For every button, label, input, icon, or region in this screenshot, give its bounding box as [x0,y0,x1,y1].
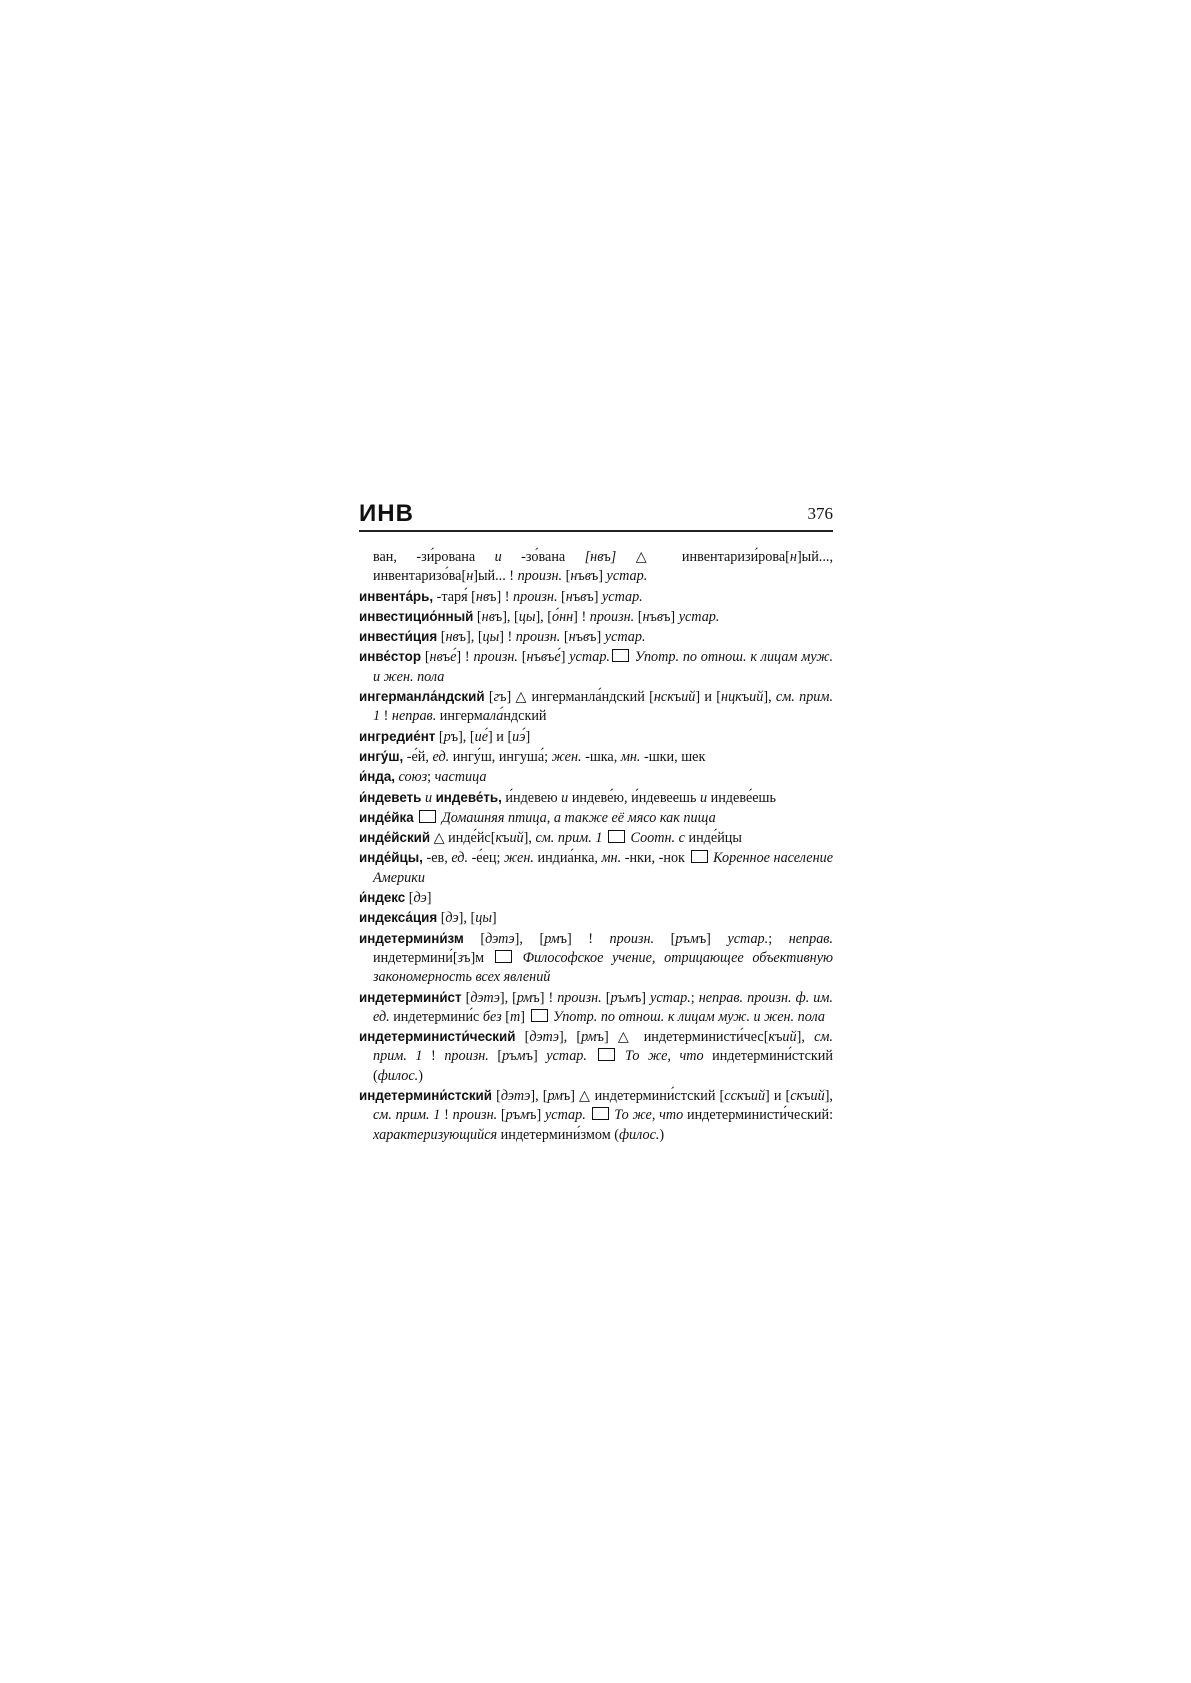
italic-text: рм [581,1029,597,1046]
entry-text: индетермини́змом ( [497,1126,619,1143]
italic-text: в [582,629,590,646]
italic-text: ] [610,549,617,565]
headword: ингу́ш, [359,748,404,764]
italic-text: ий [749,689,764,706]
entry-text: ] △ индетермини́стский [ [570,1088,725,1105]
italic-text: То же, что [614,1107,684,1124]
italic-text: з [457,949,464,966]
entry-text: ъ [775,1029,783,1046]
italic-text: ск [790,1088,804,1105]
italic-text: ие́ [474,728,489,745]
italic-text: в [540,649,548,666]
italic-text: ед. [432,748,450,765]
entry-text: -шки, шек [640,748,706,765]
entry-text: ] [670,608,679,625]
entry-text: [ [484,689,494,706]
entry-text: ъ [698,930,707,947]
dictionary-page [359,500,834,1143]
italic-text: нск [653,689,674,706]
italic-text: союз [398,769,428,786]
dictionary-entry [359,1086,833,1145]
entry-text: ] [560,649,570,666]
italic-text: н [642,608,650,625]
entry-text: ъ [562,1088,571,1105]
italic-text: е́ [450,649,457,666]
italic-text: частица [434,769,487,786]
entry-text: [ [473,608,482,625]
entry-text: ] ! [456,649,474,666]
entry-text: [ [557,588,566,605]
entry-text: [ [435,728,444,745]
italic-text: Философское учение, отрицающее объективную закономерность всех явлений [373,949,834,986]
dictionary-entry [359,929,833,988]
italic-text: в [584,568,591,585]
headword: инвестицио́нный [359,608,474,624]
italic-text: и [561,789,569,806]
italic-text: жен. [504,850,534,867]
italic-text: к [495,830,503,847]
italic-text: ий [782,1029,797,1046]
entry-text: ] [426,890,432,907]
italic-text: и [494,549,502,565]
dictionary-entry [359,988,833,1028]
entry-text [587,1048,596,1064]
italic-text: дэтэ [500,1088,531,1105]
entry-text: [ [497,1107,506,1124]
entry-text: [ [461,989,471,1006]
entry-text: ] ! [566,930,610,947]
entry-text: [ [463,930,486,947]
entry-text: ] и [ [488,728,513,745]
entry-text: ], [ [530,1088,548,1105]
entry-text: [ [601,989,611,1006]
headword: инде́йцы, [359,850,423,866]
italic-text: без [482,1008,502,1025]
italic-text: дэ [445,910,459,927]
entry-text: [ [501,1008,510,1025]
headword: инде́йка [359,809,414,825]
italic-text: произн. [609,930,655,947]
italic-text: сск [724,1088,744,1105]
italic-text: ий [750,1088,766,1105]
dictionary-entry [359,828,833,848]
italic-text: произн. [444,1048,489,1065]
entry-text: △ инде́йс[ [430,830,496,847]
entry-text: [ [515,1029,530,1046]
italic-text: м [520,1107,530,1124]
italic-text: характеризующийся [373,1126,498,1143]
entry-text: ] [598,568,607,585]
entry-text: ъ [649,608,657,625]
entry-text: ндский [503,708,547,725]
italic-text: устар. [678,608,720,625]
entry-text: ]ый..., инвентаризо́ва[ [373,549,833,585]
entry-text: ингу́ш, ингуша́; [449,748,552,765]
italic-text: Коренное население Америки [373,850,834,886]
entry-text: ъ [803,1088,811,1105]
italic-text: неправ. [391,708,437,725]
dictionary-entry [359,1027,833,1086]
italic-text: рм [516,989,533,1006]
entry-text: [ [488,1048,503,1065]
italic-text: е́ [554,649,561,666]
entry-text: индетермини́стский ( [373,1048,833,1084]
italic-text: устар. [569,649,610,666]
italic-text: произн. [557,989,602,1006]
headword: инвента́рь, [359,588,434,604]
entry-text: ], [ [499,989,517,1006]
italic-text: н [789,549,797,565]
definition-box-icon [612,649,629,662]
entry-text: индиа́нка, [533,850,602,867]
definition-box-icon [495,950,512,963]
italic-text: неправ. [788,930,834,947]
page-header [359,500,833,528]
headword: индеве́ть, [435,789,502,805]
entry-text: индеве́ю, и́ндевеешь [568,789,700,806]
headword: и́ндеветь [359,789,422,805]
italic-text: см. прим. 1 [373,689,834,725]
italic-text: н [466,568,474,585]
italic-text: Соотн. с [630,830,685,847]
italic-text: филос. [618,1126,660,1143]
headword: индетерминисти́ческий [359,1029,516,1045]
dictionary-entry [359,848,833,888]
entry-text: ъ [673,689,682,706]
italic-text: устар. [601,588,643,605]
entry-text: ъ [512,1107,521,1124]
entry-text: ъ [682,930,690,947]
entry-text: -е́ец; [468,850,505,867]
entry-text: ; [768,930,789,947]
entry-text: ! [422,1048,445,1065]
entry-text: ] △ ингерманла́ндский [ [506,689,654,706]
entry-text: ] и [ [695,689,722,706]
headword: индекса́ция [359,910,438,926]
definition-box-icon [691,850,708,863]
entry-text: ъ [741,689,750,706]
italic-text: Домашняя птица, а также её мясо как пища [441,809,716,826]
entry-text: ъ [547,649,555,666]
entry-text: ], [796,1029,815,1046]
entry-text: ], [ [535,608,552,625]
entry-text: [ [405,890,414,907]
entry-text: ] [706,930,728,947]
italic-text: Употр. по отнош. к лицам муж. и жен. пола [373,649,834,685]
entry-text: ) [659,1126,665,1143]
italic-text: н [568,629,576,646]
italic-text: о́нн [552,608,574,625]
entry-text: ], [ [502,608,519,625]
entry-text: ] [593,588,602,605]
dictionary-entry [359,627,833,647]
italic-text: устар. [545,1107,586,1124]
italic-text: нв [445,629,459,646]
entry-text: ] △ индетерминисти́чес[ [603,1029,769,1046]
entry-text: [ [492,1088,501,1105]
entry-text: ] ! [496,588,513,605]
entry-text: ] ! [539,989,558,1006]
entry-text: ъ [463,949,471,966]
entry-text: ъ [532,989,540,1006]
entry-text: ъ [442,649,451,666]
entry-text: ъ [572,588,581,605]
entry-text: ] [532,1048,547,1065]
entry-text [414,810,418,826]
entry-text: [ [634,608,643,625]
definition-box-icon [598,1048,615,1061]
entry-text: ], [763,689,776,706]
page-number: 376 [807,504,833,523]
italic-text: нв [481,608,495,625]
entry-text: ]ый... ! [473,568,518,585]
entry-text: [ [560,629,569,646]
entry-text: -ев, [422,850,452,867]
entry-text: ; [427,769,435,786]
definition-box-icon [592,1107,609,1120]
entry-text [586,1107,590,1123]
italic-text: ий [810,1088,825,1105]
italic-text: см. прим. 1 [535,830,603,847]
italic-text: дэтэ [529,1029,559,1046]
entry-text: -шка, [581,748,621,765]
entry-text: ъ [450,728,459,745]
headword: ингерманла́ндский [359,689,485,705]
italic-text: ед. [451,850,468,867]
entry-text: ! [380,708,392,725]
entry-text: ] [596,629,605,646]
italic-text: произн. [517,568,563,585]
italic-text: нцк [721,689,742,706]
entry-text: ] [536,1107,545,1124]
dictionary-entry [359,607,833,627]
entry-text: ъ [603,549,611,565]
entry-text: ъ [577,568,585,585]
italic-text: цы [518,608,536,625]
entry-continuation [359,548,833,587]
italic-text: устар. [546,1048,587,1065]
entry-text: ], [ [466,629,483,646]
italic-text: филос. [377,1067,419,1084]
entry-text: ] [520,1008,529,1025]
italic-text: м [689,930,699,947]
headword: индетермини́стский [359,1088,492,1104]
headword: и́ндекс [359,890,406,906]
italic-text: неправ. произн. ф. им. ед. [373,989,833,1025]
entry-text: ) [418,1067,423,1084]
entry-text: ] ! [499,629,516,646]
entry-text: ъ [525,1048,533,1065]
italic-text: жен. [551,748,582,765]
italic-text: произн. [513,588,558,605]
italic-text: произн. [589,608,635,625]
italic-text: рм [547,1088,563,1105]
entry-text: ] [525,728,531,745]
italic-text: в [656,608,664,625]
entry-text: [ [437,629,446,646]
dictionary-entry [359,808,833,828]
definition-box-icon [419,810,436,823]
entry-text: ] и [ [765,1088,791,1105]
entry-text: ], [523,830,536,847]
italic-text: р [610,989,618,1006]
italic-text: мн. [620,748,641,765]
entry-text: ъ [529,1107,537,1124]
italic-text: в [580,588,587,605]
entry-text: индетерминисти́ческий: [683,1107,834,1124]
entry-text: ] ! [573,608,590,625]
entry-text: ], [ [514,930,545,947]
headword: инве́стор [359,649,422,665]
italic-text: устар. [606,568,648,585]
italic-text: дэтэ [485,930,515,947]
entry-text: ъ [502,830,510,847]
italic-text: р [443,728,451,745]
entry-text [602,830,606,846]
italic-text: устар. [727,930,769,947]
italic-text: р [675,930,683,947]
italic-text: ий [681,689,696,706]
italic-text: цы [475,910,492,927]
entry-text: ъ [617,989,625,1006]
entry-text: ] [641,989,651,1006]
entry-text: ъ [663,608,671,625]
dictionary-entry [359,687,833,727]
entry-text: и́ндевею [501,789,562,806]
running-head: ИНВ [359,500,414,527]
headword: ингредие́нт [359,728,436,744]
dictionary-entry [359,747,833,767]
dictionary-entry [359,727,833,747]
entry-text: [ [562,568,571,585]
headword: инвести́ция [359,629,438,645]
headword: и́нда, [359,769,395,785]
entry-text: ъ [590,568,599,585]
italic-text: и [699,789,708,806]
headword: индетермини́ст [359,989,462,1005]
italic-text: произн. [452,1107,498,1124]
italic-text: см. прим. 1 [373,1107,441,1124]
entry-text: ]м [470,949,493,966]
entry-text: ], [824,1088,833,1105]
dictionary-entry [359,788,833,808]
dictionary-entry [359,888,833,908]
entry-text: инде́йцы [684,830,742,847]
entry-text: -таря́ [ [433,588,476,605]
italic-text: р [505,1107,513,1124]
dictionary-entry [359,767,833,787]
italic-text: ий [509,830,524,847]
definition-box-icon [608,830,625,843]
italic-text: м [624,989,634,1006]
italic-text: м [516,1048,526,1065]
headword: инде́йский [359,830,431,846]
italic-text: иэ́ [512,728,526,745]
italic-text: н [565,588,573,605]
entry-text: ], [ [558,1029,582,1046]
entry-text: [ [421,649,430,666]
entry-text: ван, -зи́рована [373,549,495,565]
italic-text: н [570,568,578,585]
entry-text: индетермини́[ [373,949,458,966]
entry-text: -зо́вана [501,549,585,565]
entry-text: ъ [596,1029,604,1046]
entry-text: ъ [509,1048,517,1065]
italic-text: рм [544,930,560,947]
italic-text: То же, что [625,1048,704,1065]
entry-text: [ [437,910,446,927]
italic-text: произн. [473,649,518,666]
entry-text: -нки, -нок [621,850,689,867]
italic-text: см. прим. 1 [373,1029,833,1065]
header-rule [359,530,833,532]
definition-box-icon [531,1009,548,1022]
entry-text: ъ [633,989,642,1006]
italic-text: цы [482,629,500,646]
italic-text: дэ [413,890,427,907]
entry-text: ъ [489,588,497,605]
italic-text: Употр. по отнош. к лицам муж. и жен. пола [553,1008,825,1025]
entry-text: ингерм [436,708,483,725]
entry-text: ъ [743,1088,751,1105]
dictionary-entry [359,908,833,928]
entry-text: [ [654,930,676,947]
italic-text: нв [429,649,443,666]
entry-text: ъ [494,608,503,625]
entry-text: индетермини́с [389,1008,483,1025]
italic-text: мн. [601,850,622,867]
italic-text: и [424,789,433,806]
italic-text: т [509,1008,521,1025]
entry-text: [ [517,649,527,666]
italic-text: к [768,1029,776,1046]
dictionary-entry [359,587,833,607]
entry-text: -е́й, [403,748,433,765]
italic-text: [нв [584,549,604,565]
dictionary-entry [359,647,833,687]
entry-text: ], [ [458,728,475,745]
entry-text: ; [690,989,699,1006]
entry-text: ъ [575,629,583,646]
entry-text: ъ [559,930,567,947]
italic-text: устар. [650,989,691,1006]
entry-text: ъ [458,629,466,646]
italic-text: нв [475,588,490,605]
italic-text: дэтэ [470,989,500,1006]
italic-text: н [526,649,534,666]
entry-list [359,548,833,1145]
italic-text: г [493,689,500,706]
entry-text: ! [440,1107,453,1124]
italic-text: р [502,1048,510,1065]
entry-text: △ инвентаризи́рова[ [616,549,790,565]
italic-text: ала́ [482,708,504,725]
headword: индетермини́зм [359,930,464,946]
entry-text: ] [491,910,497,927]
entry-text: индеве́ешь [707,789,776,806]
entry-text: ъ [586,588,594,605]
entry-text: ъ [589,629,597,646]
entry-text: ], [ [458,910,476,927]
entry-text: ъ [499,689,507,706]
entry-text: ъ [533,649,541,666]
italic-text: произн. [515,629,561,646]
italic-text: устар. [604,629,646,646]
